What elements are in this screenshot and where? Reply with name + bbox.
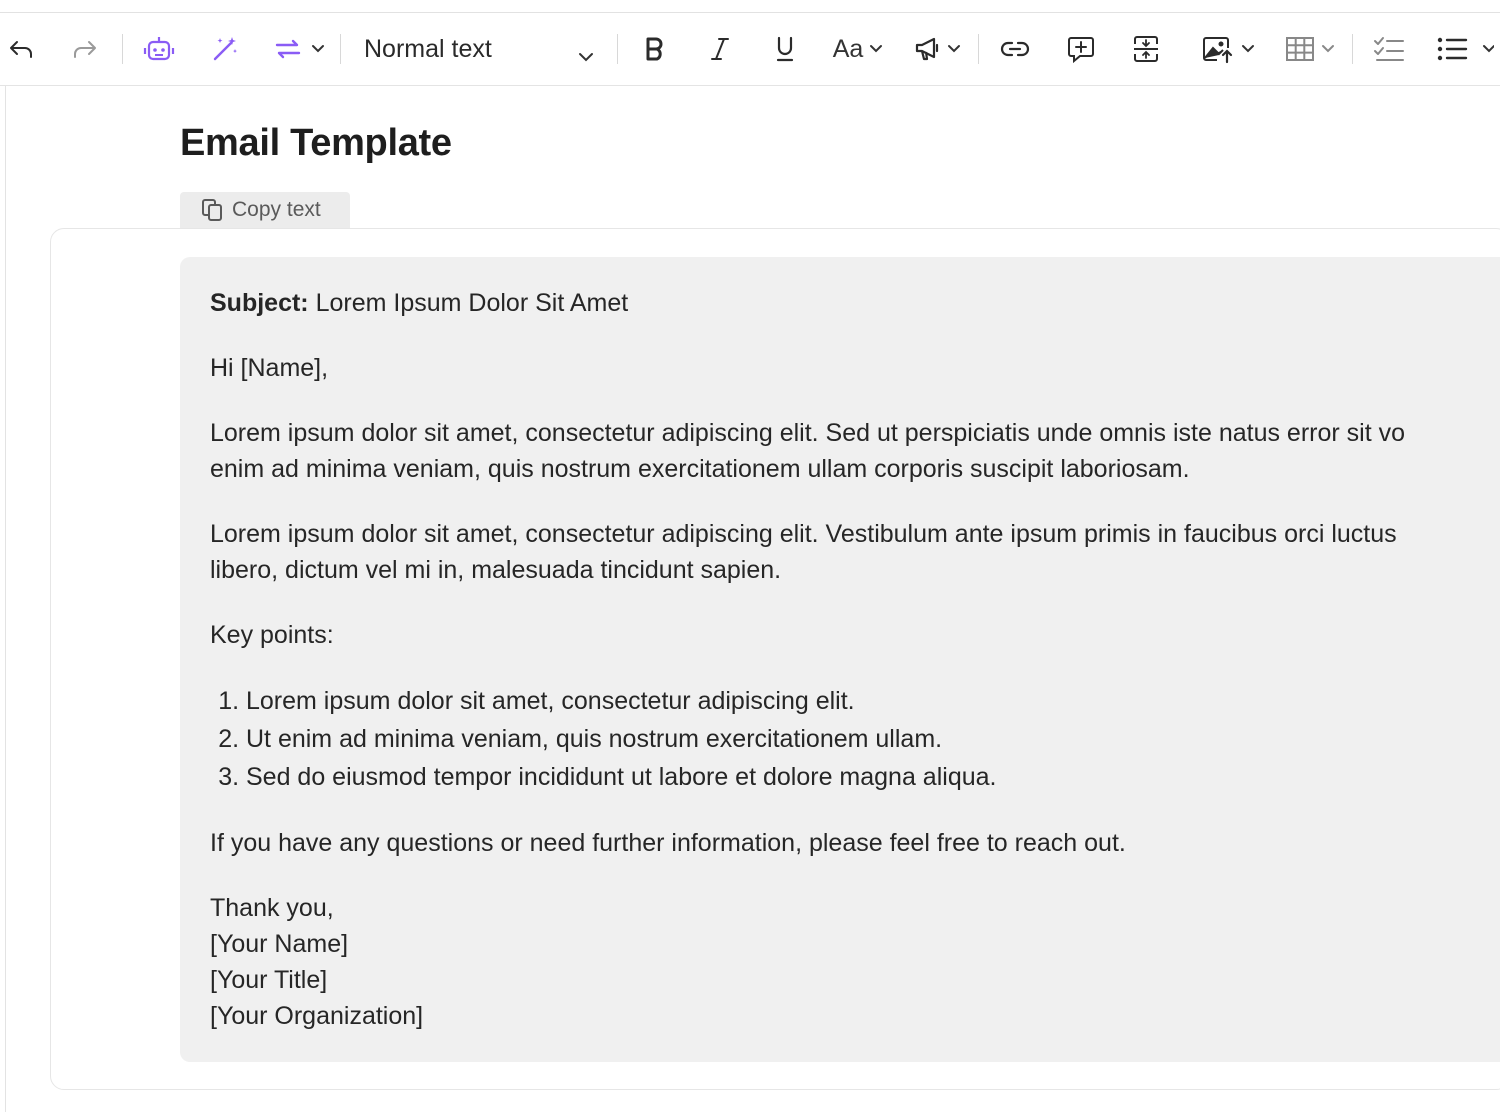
italic-icon bbox=[709, 36, 731, 62]
convert-icon bbox=[271, 36, 305, 62]
undo-icon bbox=[8, 38, 34, 60]
key-points-label: Key points: bbox=[210, 621, 334, 649]
bold-button[interactable] bbox=[638, 13, 672, 85]
text-case-dropdown[interactable] bbox=[826, 13, 890, 85]
toolbar-separator bbox=[617, 34, 618, 64]
magic-wand-button[interactable] bbox=[207, 13, 243, 85]
email-body[interactable] bbox=[180, 257, 1500, 1062]
chevron-down-icon bbox=[1482, 44, 1494, 54]
chevron-down-icon bbox=[578, 41, 594, 70]
link-icon bbox=[1000, 39, 1030, 59]
undo-button[interactable] bbox=[4, 13, 38, 85]
underline-button[interactable] bbox=[768, 13, 802, 85]
checklist-button[interactable] bbox=[1370, 13, 1408, 85]
email-paragraph-2 bbox=[210, 516, 1500, 588]
left-rail bbox=[0, 86, 6, 1112]
toolbar-separator bbox=[122, 34, 123, 64]
redo-icon bbox=[72, 38, 98, 60]
email-paragraph-1 bbox=[210, 415, 1500, 487]
list-item: 3. Sed do eiusmod tempor incididunt ut labore et dolore magna aliqua. bbox=[246, 758, 1500, 796]
signature-title: [Your Title] bbox=[210, 966, 328, 994]
list-item: 2. Ut enim ad minima veniam, quis nostrum exercitationem ullam. bbox=[246, 720, 1500, 758]
email-signature bbox=[210, 890, 1500, 1034]
subject-label: Subject: bbox=[210, 289, 309, 317]
signature-organization: [Your Organization] bbox=[210, 1002, 424, 1030]
table-icon bbox=[1285, 35, 1315, 63]
insert-image-icon bbox=[1201, 34, 1233, 64]
text-style-value: Normal text bbox=[364, 34, 492, 63]
table-dropdown[interactable] bbox=[1278, 13, 1342, 85]
convert-dropdown[interactable] bbox=[266, 13, 330, 85]
insert-image-dropdown[interactable] bbox=[1194, 13, 1262, 85]
window-top-border bbox=[0, 0, 1500, 13]
announcement-icon bbox=[913, 36, 941, 62]
link-button[interactable] bbox=[996, 13, 1034, 85]
toolbar-separator bbox=[1352, 34, 1353, 64]
list-item: 1. Lorem ipsum dolor sit amet, consectetur adipiscing elit. bbox=[246, 682, 1500, 720]
bold-icon bbox=[644, 36, 666, 62]
copy-text-button[interactable] bbox=[180, 192, 350, 228]
signoff: Thank you, bbox=[210, 894, 334, 922]
text-case-icon: Aa bbox=[832, 34, 864, 63]
chevron-down-icon bbox=[947, 44, 961, 54]
chevron-down-icon bbox=[869, 44, 883, 54]
bullet-list-icon bbox=[1436, 36, 1468, 62]
bullet-list-dropdown[interactable] bbox=[1436, 13, 1500, 85]
copy-text-label: Copy text bbox=[232, 198, 321, 221]
email-greeting: Hi [Name], bbox=[210, 354, 329, 382]
editor-toolbar bbox=[0, 13, 1500, 86]
insert-divider-icon bbox=[1131, 34, 1161, 64]
announcement-dropdown[interactable] bbox=[906, 13, 968, 85]
ai-assistant-button[interactable] bbox=[141, 13, 177, 85]
redo-button[interactable] bbox=[68, 13, 102, 85]
checklist-icon bbox=[1373, 36, 1405, 62]
chevron-down-icon bbox=[311, 44, 325, 54]
chevron-down-icon bbox=[1321, 44, 1335, 54]
add-comment-button[interactable] bbox=[1062, 13, 1100, 85]
copy-icon bbox=[200, 198, 224, 222]
paragraph-line: Lorem ipsum dolor sit amet, consectetur adipiscing elit. Vestibulum ante ipsum primis in faucibus orci luctus bbox=[210, 520, 1397, 548]
toolbar-separator bbox=[340, 34, 341, 64]
subject-value: Lorem Ipsum Dolor Sit Amet bbox=[308, 289, 629, 317]
page-title: Email Template bbox=[180, 122, 452, 164]
signature-name: [Your Name] bbox=[210, 930, 349, 958]
paragraph-line: Lorem ipsum dolor sit amet, consectetur adipiscing elit. Sed ut perspiciatis unde omnis iste natus error sit vo bbox=[210, 419, 1405, 447]
paragraph-line: libero, dictum vel mi in, malesuada tincidunt sapien. bbox=[210, 556, 782, 584]
insert-divider-button[interactable] bbox=[1127, 13, 1165, 85]
paragraph-line: enim ad minima veniam, quis nostrum exercitationem ullam corporis suscipit laboriosam. bbox=[210, 455, 1190, 483]
email-subject bbox=[210, 285, 1500, 321]
ai-assistant-icon bbox=[143, 35, 175, 63]
chevron-down-icon bbox=[1241, 44, 1255, 54]
italic-button[interactable] bbox=[703, 13, 737, 85]
toolbar-separator bbox=[978, 34, 979, 64]
add-comment-icon bbox=[1066, 34, 1096, 64]
magic-wand-icon bbox=[211, 35, 239, 63]
underline-icon bbox=[774, 35, 796, 63]
key-points-list bbox=[210, 682, 1500, 796]
email-closing-line: If you have any questions or need further information, please feel free to reach out. bbox=[210, 829, 1126, 857]
text-style-select[interactable] bbox=[352, 25, 604, 73]
